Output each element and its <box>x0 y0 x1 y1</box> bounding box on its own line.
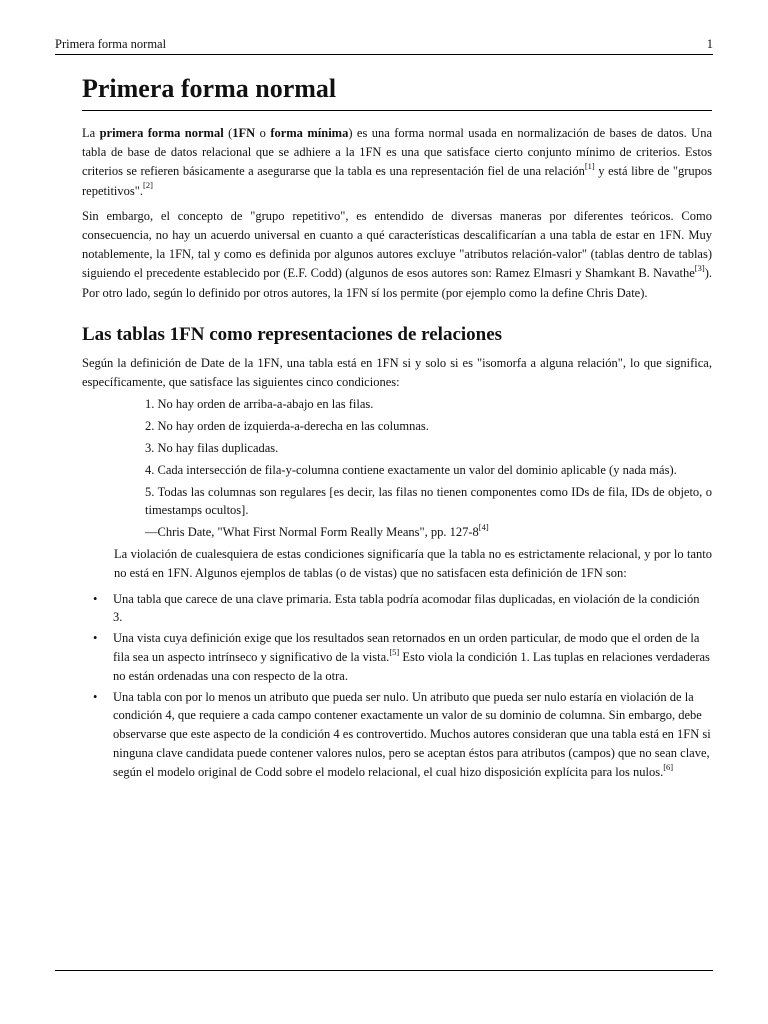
conditions-list <box>82 395 712 519</box>
reference-link-3[interactable]: [3] <box>694 263 705 274</box>
reference-link-6[interactable]: [6] <box>663 761 674 772</box>
header-rule <box>55 54 713 55</box>
article <box>82 72 712 784</box>
intro-text: y está libre de "grupos repetitivos". <box>82 164 712 198</box>
concept-paragraph <box>82 207 712 303</box>
reference-link-4[interactable]: [4] <box>478 522 489 533</box>
example-item <box>113 688 712 782</box>
intro-text: o <box>255 126 271 140</box>
example-text: Una vista cuya definición exige que los resultados sean retornados en un orden particular, de modo que el orden de la fila sea un aspecto intrínseco y significativo de la vista. <box>113 631 700 665</box>
running-header <box>55 36 713 52</box>
section-heading: Las tablas 1FN como representaciones de relaciones <box>82 323 503 345</box>
condition-item: 5. Todas las columnas son regulares [es decir, las filas no tienen componentes como IDs de fila, IDs de objeto, o timestamps ocultos]. <box>145 485 712 518</box>
intro-text: ) es una forma normal usada en normalización de bases de datos. Una tabla de base de datos relacional que se adhiere a la 1FN es una que satisface cierto conjunto mínimo de criterios. Estos criterios se refieren básicamente a asegurarse que la tabla es una representación fiel de una relación <box>82 126 712 179</box>
intro-text: La <box>82 126 100 140</box>
concept-text: ). Por otro lado, según lo definido por otros autores, la 1FN sí los permite (por ejemplo como la define Chris Date). <box>82 266 712 300</box>
term-1fn: 1FN <box>232 126 256 140</box>
condition-item: 2. No hay orden de izquierda-a-derecha en las columnas. <box>145 419 429 434</box>
concept-text: Sin embargo, el concepto de "grupo repetitivo", es entendido de diversas maneras por diferentes teóricos. Como consecuencia, no hay un acuerdo universal en cuanto a qué características descalificarían a una tabla de estar en 1FN. Muy notablemente, la 1FN, tal y como es definida por algunos autores excluye "atributos relación-valor" (tablas dentro de tablas) siguiendo el precedente establecido por (E.F. Codd) (algunos de esos autores son: Ramez Elmasri y Shamkant B. Navathe <box>82 208 712 281</box>
page-number: 1 <box>706 37 713 51</box>
intro-text: ( <box>223 126 233 140</box>
definition-paragraph: Según la definición de Date de la 1FN, una tabla está en 1FN si y solo si es "isomorfa a alguna relación", lo que significa, específicamente, que satisface las siguientes cinco condiciones: <box>82 355 712 390</box>
reference-link-1[interactable]: [1] <box>584 161 595 172</box>
page-title: Primera forma normal <box>82 72 712 111</box>
example-text: Una tabla con por lo menos un atributo que pueda ser nulo. Un atributo que pueda ser nulo estaría en violación de la condición 4, que requiere a cada campo contener exactamente un valor de su dominio de columna. Sin embargo, debe observarse que este aspecto de la condición 4 es controvertido. Muchos autores consideran que una tabla está en 1FN si ninguna clave candidata puede contener valores nulos, pero se aceptan éstos para atributos (campos) que no sean clave, según el modelo original de Codd sobre el modelo relacional, el cual hizo disposición explícita para los nulos. <box>113 689 711 779</box>
footer-rule <box>55 970 713 971</box>
examples-list <box>82 590 712 782</box>
condition-item: 3. No hay filas duplicadas. <box>145 441 279 456</box>
violation-paragraph: La violación de cualesquiera de estas condiciones significaría que la tabla no es estrictamente relacional, y por lo tanto no está en 1FN. Algunos ejemplos de tablas (o de vistas) que no satisfacen esta definición de 1FN son: <box>114 547 712 581</box>
condition-item: 4. Cada intersección de fila-y-columna contiene exactamente un valor del dominio aplicable (y nada más). <box>145 463 677 478</box>
example-text: Esto viola la condición 1. Las tuplas en relaciones verdaderas no están ordenadas una con respecto de la otra. <box>113 650 710 683</box>
quote-attribution <box>82 523 712 541</box>
reference-link-5[interactable]: [5] <box>389 646 400 657</box>
example-item: • Una tabla que carece de una clave primaria. Esta tabla podría acomodar filas duplicadas, en violación de la condición 3. <box>113 590 712 628</box>
intro-paragraph <box>82 124 712 201</box>
reference-link-2[interactable]: [2] <box>143 180 153 191</box>
term-primera-forma-normal: primera forma normal <box>99 126 224 140</box>
example-item <box>113 629 712 685</box>
condition-item: 1. No hay orden de arriba-a-abajo en las filas. <box>145 397 374 412</box>
running-title: Primera forma normal <box>55 37 167 51</box>
attribution-text: —Chris Date, "What First Normal Form Really Means", pp. 127-8 <box>145 525 479 540</box>
term-forma-minima: forma mínima <box>270 126 349 140</box>
